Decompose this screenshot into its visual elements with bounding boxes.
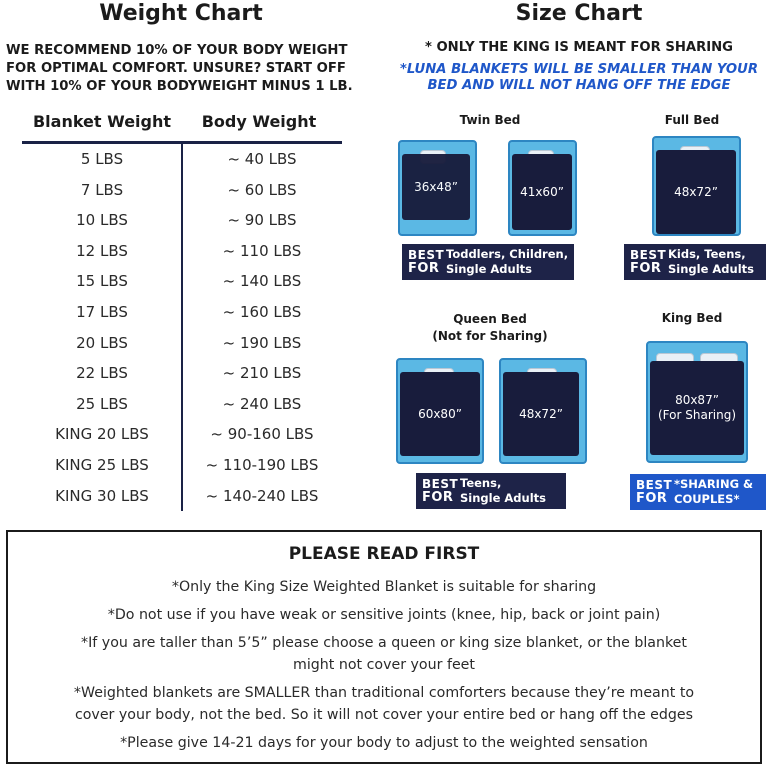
please-read-title: PLEASE READ FIRST	[288, 544, 480, 564]
table-row	[22, 328, 342, 358]
recommendation-line: WE RECOMMEND 10% OF YOUR BODY WEIGHT	[6, 43, 348, 58]
blanket-weight-cell: KING 20 LBS	[55, 425, 149, 443]
best-for-text	[668, 247, 754, 277]
body-weight-cell: ~ 40 LBS	[227, 150, 297, 168]
notice-line: might not cover your feet	[293, 657, 475, 673]
full-bed-title: Full Bed	[664, 113, 720, 127]
body-weight-cell: ~ 110-190 LBS	[205, 456, 319, 474]
best-for-line: *SHARING &	[674, 477, 754, 491]
blanket-weight-cell: 17 LBS	[76, 303, 128, 321]
table-row	[22, 481, 342, 511]
queen-bed-subtitle: (Not for Sharing)	[432, 329, 548, 343]
best-label: BEST	[422, 477, 459, 491]
table-row	[22, 266, 342, 296]
for-label: FOR	[630, 261, 662, 276]
body-weight-cell: ~ 210 LBS	[222, 364, 302, 382]
for-label: FOR	[422, 490, 454, 505]
blanket-weight-cell: 12 LBS	[76, 242, 128, 260]
sharing-note: * ONLY THE KING IS MEANT FOR SHARING	[424, 40, 734, 55]
size-chart-heading	[510, 0, 649, 30]
luna-size-note	[390, 62, 768, 94]
queen-bed-illustration	[499, 358, 587, 464]
best-label: BEST	[630, 248, 667, 262]
luna-note-line: *LUNA BLANKETS WILL BE SMALLER THAN YOUR	[399, 62, 759, 77]
blanket-weight-cell: 5 LBS	[80, 150, 124, 168]
blanket-weight-cell: KING 30 LBS	[55, 487, 149, 505]
blanket-block	[400, 372, 480, 456]
best-for-line: Single Adults	[668, 262, 754, 276]
twin-bed-illustration	[508, 140, 577, 236]
luna-note-line: BED AND WILL NOT HANG OFF THE EDGE	[427, 78, 731, 93]
best-for-text	[460, 476, 546, 506]
body-weight-cell: ~ 90-160 LBS	[210, 425, 314, 443]
notice-item	[8, 576, 760, 598]
body-weight-cell: ~ 140-240 LBS	[205, 487, 319, 505]
notice-line: cover your body, not the bed. So it will not cover your entire bed or hang off the edges	[74, 707, 694, 723]
body-weight-cell: ~ 140 LBS	[222, 272, 302, 290]
king-best-for-badge	[630, 474, 766, 510]
notice-line: *Please give 14-21 days for your body to adjust to the weighted sensation	[120, 735, 648, 751]
recommendation-line: FOR OPTIMAL COMFORT. UNSURE? START OFF	[6, 61, 346, 76]
column-header-body-weight: Body Weight	[201, 112, 317, 131]
table-row	[22, 205, 342, 235]
blanket-weight-cell: 10 LBS	[76, 211, 128, 229]
best-for-label	[630, 479, 674, 505]
table-row	[22, 358, 342, 388]
blanket-weight-cell: 22 LBS	[76, 364, 128, 382]
blanket-weight-cell: 15 LBS	[76, 272, 128, 290]
blanket-block	[650, 361, 744, 455]
body-weight-cell: ~ 60 LBS	[227, 181, 297, 199]
weight-chart-title: Weight Chart	[99, 1, 263, 26]
blanket-block	[402, 154, 470, 220]
table-row	[22, 419, 342, 449]
blanket-size-label: 60x80”	[418, 406, 462, 421]
table-row	[22, 297, 342, 327]
queen-best-for-badge	[416, 473, 566, 509]
best-for-line: COUPLES*	[674, 492, 740, 506]
recommendation-line: WITH 10% OF YOUR BODYWEIGHT MINUS 1 LB.	[6, 79, 353, 94]
best-for-line: Single Adults	[446, 262, 532, 276]
notice-line: *Do not use if you have weak or sensitive joints (knee, hip, back or joint pain)	[107, 607, 661, 623]
size-chart-heading-wrap	[390, 0, 768, 30]
blanket-size-label: 36x48”	[414, 179, 458, 194]
best-for-label	[416, 478, 460, 504]
notice-item	[8, 682, 760, 726]
notice-line: *Weighted blankets are SMALLER than traditional comforters because they’re meant to	[73, 685, 695, 701]
best-for-line: Single Adults	[460, 491, 546, 505]
notice-line: *Only the King Size Weighted Blanket is suitable for sharing	[171, 579, 597, 595]
best-label: BEST	[408, 248, 445, 262]
please-read-box	[6, 530, 762, 764]
notice-item	[8, 632, 760, 676]
full-best-for-badge	[624, 244, 766, 280]
blanket-block	[503, 372, 579, 456]
blanket-size-label: 48x72”	[674, 184, 718, 199]
blanket-weight-cell: 25 LBS	[76, 395, 128, 413]
twin-bed-title: Twin Bed	[459, 113, 521, 127]
size-chart-title: Size Chart	[515, 1, 643, 26]
for-label: FOR	[636, 491, 668, 506]
body-weight-cell: ~ 160 LBS	[222, 303, 302, 321]
queen-bed-illustration	[396, 358, 484, 464]
table-row	[22, 389, 342, 419]
best-for-line: Teens,	[460, 476, 502, 490]
full-bed-illustration	[652, 136, 741, 236]
for-label: FOR	[408, 261, 440, 276]
body-weight-cell: ~ 90 LBS	[227, 211, 297, 229]
body-weight-cell: ~ 240 LBS	[222, 395, 302, 413]
queen-bed-title-line: Queen Bed	[453, 312, 527, 326]
king-bed-title: King Bed	[661, 311, 723, 325]
blanket-weight-cell: KING 25 LBS	[55, 456, 149, 474]
table-row	[22, 450, 342, 480]
best-for-line: Kids, Teens,	[668, 247, 746, 261]
table-row	[22, 236, 342, 266]
weight-recommendation	[6, 42, 358, 96]
king-bed-illustration	[646, 341, 748, 463]
blanket-size-label	[658, 393, 736, 423]
table-row	[22, 144, 342, 174]
blanket-block	[656, 150, 736, 234]
notice-item	[8, 732, 760, 754]
best-for-line: Toddlers, Children,	[446, 247, 569, 261]
best-for-text	[674, 477, 753, 507]
weight-chart-heading-wrap	[0, 0, 362, 30]
table-row	[22, 175, 342, 205]
weight-chart-heading	[93, 0, 269, 30]
body-weight-cell: ~ 190 LBS	[222, 334, 302, 352]
twin-best-for-badge	[402, 244, 574, 280]
blanket-weight-cell: 20 LBS	[76, 334, 128, 352]
twin-bed-illustration	[398, 140, 477, 236]
blanket-weight-cell: 7 LBS	[80, 181, 124, 199]
column-header-blanket-weight: Blanket Weight	[32, 112, 172, 131]
best-for-text	[446, 247, 568, 277]
notice-item	[8, 604, 760, 626]
king-size-label: 80x87”	[675, 393, 719, 407]
best-for-label	[624, 249, 668, 275]
blanket-block	[512, 154, 572, 230]
blanket-size-label: 41x60”	[520, 184, 564, 199]
body-weight-cell: ~ 110 LBS	[222, 242, 302, 260]
blanket-size-label: 48x72”	[519, 406, 563, 421]
best-label: BEST	[636, 478, 673, 492]
king-sharing-label: (For Sharing)	[658, 408, 736, 422]
queen-bed-title	[420, 311, 560, 345]
best-for-label	[402, 249, 446, 275]
notice-line: *If you are taller than 5’5” please choose a queen or king size blanket, or the blanket	[81, 635, 687, 651]
